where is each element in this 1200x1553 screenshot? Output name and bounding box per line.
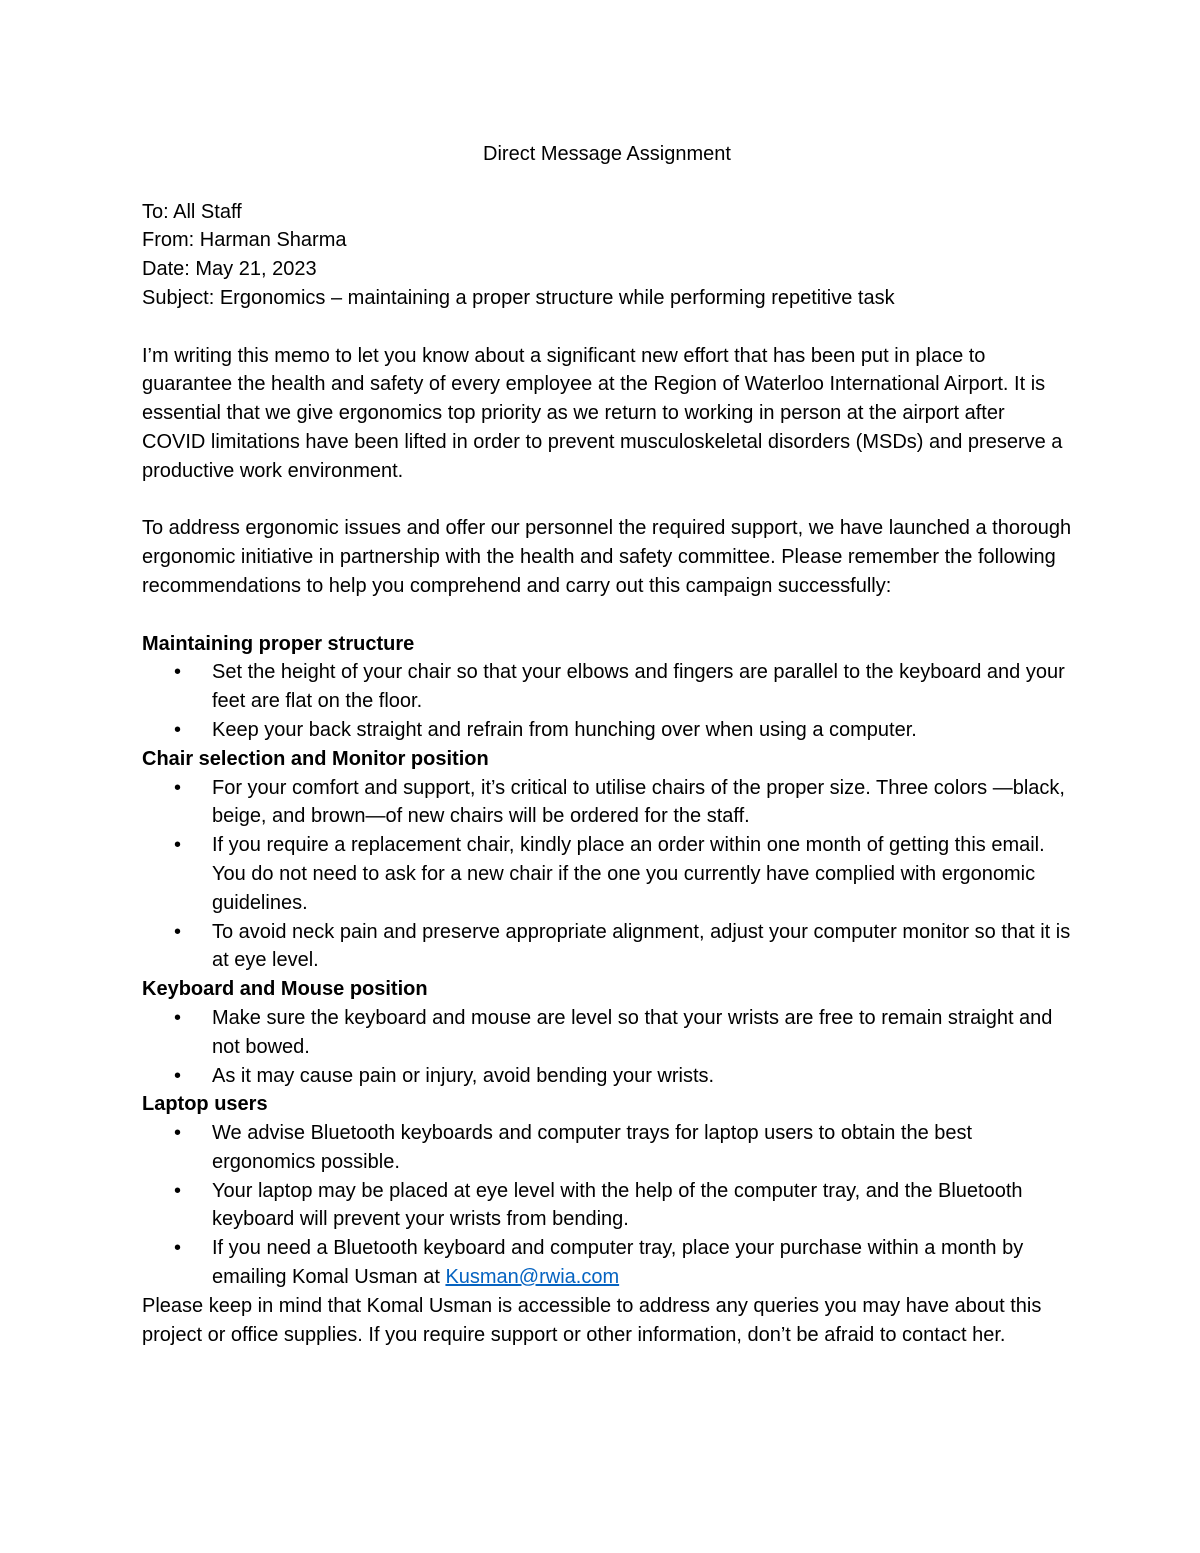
list-item-text: If you need a Bluetooth keyboard and computer tray, place your purchase within a month by emailing Komal Usman at [212, 1237, 1024, 1289]
list-item [174, 1004, 1072, 1062]
section-chair-monitor [142, 745, 1072, 975]
section-keyboard-mouse [142, 975, 1072, 1090]
list-item-text: Your laptop may be placed at eye level with the help of the computer tray, and the Bluetooth keyboard will prevent your wrists from bending. [212, 1179, 1023, 1231]
list-item-text: Keep your back straight and refrain from hunching over when using a computer. [212, 718, 917, 741]
list-item-text: If you require a replacement chair, kindly place an order within one month of getting this email. You do not need to ask for a new chair if the one you currently have complied with ergonomic guidelines. [212, 834, 1045, 914]
bullet-icon: • [174, 661, 182, 684]
list-item-text: Make sure the keyboard and mouse are level so that your wrists are free to remain straight and not bowed. [212, 1006, 1053, 1058]
date-value: May 21, 2023 [195, 258, 317, 281]
list-item [174, 1119, 1072, 1177]
bullet-list [142, 774, 1072, 976]
memo-header [142, 198, 1072, 313]
intro-paragraph: I’m writing this memo to let you know about a significant new effort that has been put in place to guarantee the health and safety of every employee at the Region of Waterloo International Airport. It is essential that we give ergonomics top priority as we return to working in person at the airport after COVID limitations have been lifted in order to prevent musculoskeletal disorders (MSDs) and preserve a productive work environment. [142, 344, 1063, 482]
list-item-text: Set the height of your chair so that your elbows and fingers are parallel to the keyboard and your feet are flat on the floor. [212, 661, 1065, 713]
document-title: Direct Message Assignment [483, 143, 731, 165]
list-item [174, 1177, 1072, 1235]
to-label: To: [142, 200, 169, 223]
to-value: All Staff [173, 200, 242, 223]
bullet-list [142, 658, 1072, 744]
list-item [174, 1234, 1072, 1292]
bullet-list [142, 1119, 1072, 1292]
bullet-icon: • [174, 1006, 182, 1029]
bullet-icon: • [174, 834, 182, 857]
bullet-icon: • [174, 776, 182, 799]
list-item [174, 658, 1072, 716]
bullet-icon: • [174, 1064, 182, 1087]
list-item-text: As it may cause pain or injury, avoid bending your wrists. [212, 1064, 715, 1087]
bullet-icon: • [174, 920, 182, 943]
section-heading: Chair selection and Monitor position [142, 747, 489, 770]
bullet-list [142, 1004, 1072, 1090]
list-item [174, 1062, 1072, 1091]
section-heading: Maintaining proper structure [142, 632, 415, 655]
date-line [142, 255, 1072, 284]
section-heading: Laptop users [142, 1093, 268, 1116]
bullet-icon: • [174, 718, 182, 741]
date-label: Date: [142, 258, 190, 281]
section-laptop-users [142, 1090, 1072, 1292]
email-link[interactable]: Kusman@rwia.com [445, 1266, 620, 1289]
from-label: From: [142, 229, 195, 252]
subject-line [142, 284, 1072, 313]
closing-paragraph: Please keep in mind that Komal Usman is accessible to address any queries you may have about this project or office supplies. If you require support or other information, don’t be afraid to contact her. [142, 1294, 1042, 1346]
list-item-text: For your comfort and support, it’s critical to utilise chairs of the proper size. Three colors —black, beige, and brown—of new chairs will be ordered for the staff. [212, 776, 1065, 828]
from-value: Harman Sharma [199, 229, 347, 252]
section-proper-structure [142, 630, 1072, 745]
memo-page [142, 140, 1072, 1349]
from-line [142, 226, 1072, 255]
list-item [174, 774, 1072, 832]
subject-value: Ergonomics – maintaining a proper structure while performing repetitive task [219, 286, 895, 309]
bullet-icon: • [174, 1179, 182, 1202]
list-item-text: We advise Bluetooth keyboards and computer trays for laptop users to obtain the best ergonomics possible. [212, 1122, 973, 1173]
initiative-paragraph: To address ergonomic issues and offer our personnel the required support, we have launched a thorough ergonomic initiative in partnership with the health and safety committee. Please remember the following recommendations to help you comprehend and carry out this campaign successfully: [142, 517, 1072, 597]
list-item [174, 918, 1072, 976]
to-line [142, 198, 1072, 227]
bullet-icon: • [174, 1237, 182, 1260]
list-item-text: To avoid neck pain and preserve appropriate alignment, adjust your computer monitor so that it is at eye level. [212, 920, 1071, 972]
section-heading: Keyboard and Mouse position [142, 978, 428, 1001]
subject-label: Subject: [142, 286, 215, 309]
list-item [174, 716, 1072, 745]
list-item [174, 831, 1072, 917]
bullet-icon: • [174, 1122, 182, 1145]
